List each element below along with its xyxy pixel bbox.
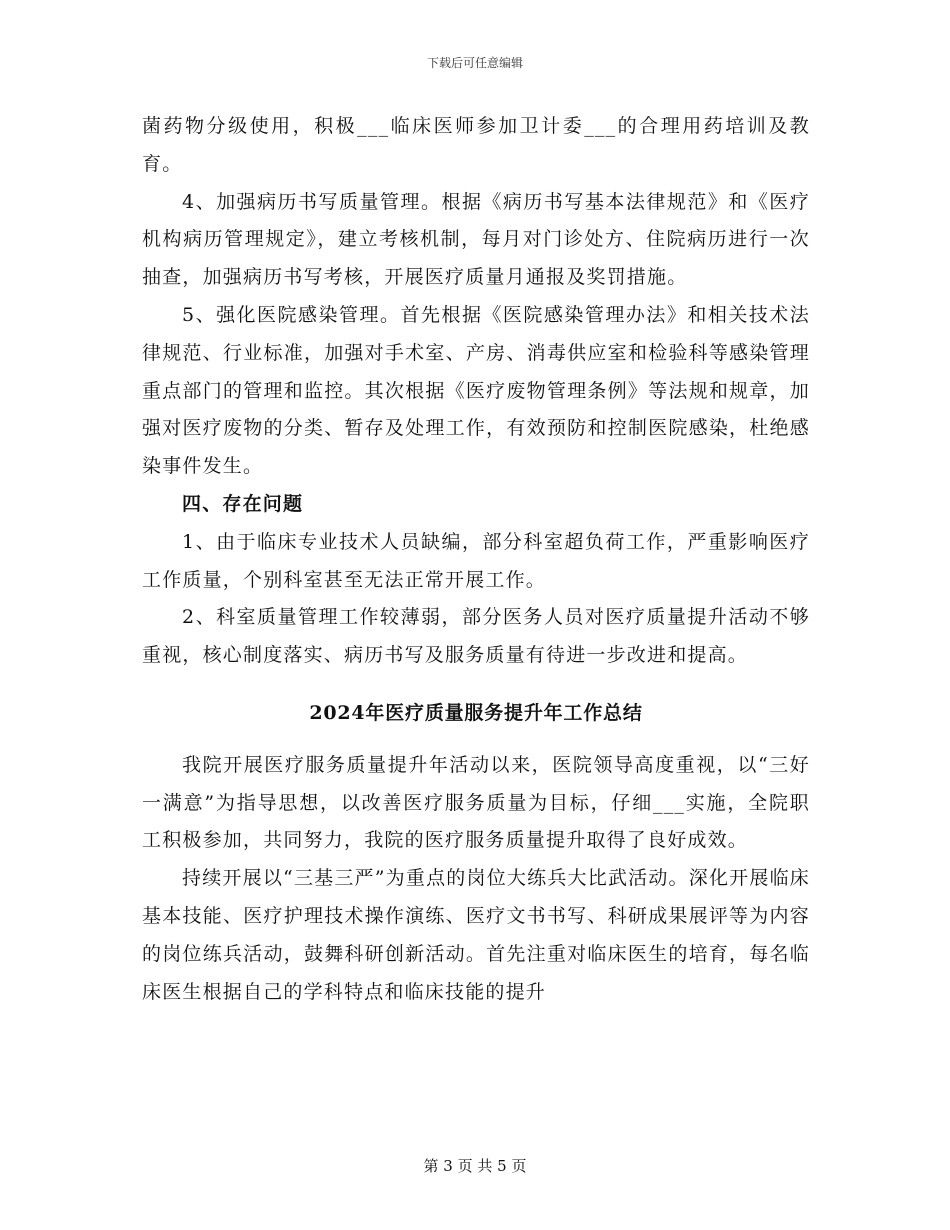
page-number: 第 3 页 共 5 页 <box>423 1157 527 1175</box>
paragraph-training: 持续开展以“三基三严”为重点的岗位大练兵大比武活动。深化开展临床基本技能、医疗护理技术操作演练、医疗文书书写、科研成果展评等为内容的岗位练兵活动，鼓舞科研创新活动。首先注重对临床医生的培育，每名临床医生根据自己的学科特点和临床技能的提升 <box>142 867 810 1003</box>
paragraph-problem-1: 1、由于临床专业技术人员缺编，部分科室超负荷工作，严重影响医疗工作质量，个别科室甚至无法正常开展工作。 <box>142 530 810 591</box>
paragraph-medical-records: 4、加强病历书写质量管理。根据《病历书写基本法律规范》和《医疗机构病历管理规定》，建立考核机制，每月对门诊处方、住院病历进行一次抽查，加强病历书写考核，开展医疗质量月通报及奖罚措施。 <box>142 190 810 289</box>
paragraph-antibiotics: 菌药物分级使用，积极___临床医师参加卫计委___的合理用药培训及教育。 <box>142 115 810 175</box>
paragraph-infection-control: 5、强化医院感染管理。首先根据《医院感染管理办法》和相关技术法律规范、行业标准，加强对手术室、产房、消毒供应室和检验科等感染管理重点部门的管理和监控。其次根据《医疗废物管理条例》等法规和规章，加强对医疗废物的分类、暂存及处理工作，有效预防和控制医院感染，杜绝感染事件发生。 <box>142 303 810 478</box>
paragraph-intro: 我院开展医疗服务质量提升年活动以来，医院领导高度重视，以“三好一满意”为指导思想，以改善医疗服务质量为目标，仔细___实施，全院职工积极参加，共同努力，我院的医疗服务质量提升取得了良好成效。 <box>142 753 810 852</box>
document-body <box>142 108 810 1011</box>
header-note: 下载后可任意编辑 <box>426 56 523 70</box>
paragraph-problem-2: 2、科室质量管理工作较薄弱，部分医务人员对医疗质量提升活动不够重视，核心制度落实、病历书写及服务质量有待进一步改进和提高。 <box>142 606 810 667</box>
section-heading-problems: 四、存在问题 <box>182 492 304 515</box>
document-title: 2024年医疗质量服务提升年工作总结 <box>309 701 643 724</box>
